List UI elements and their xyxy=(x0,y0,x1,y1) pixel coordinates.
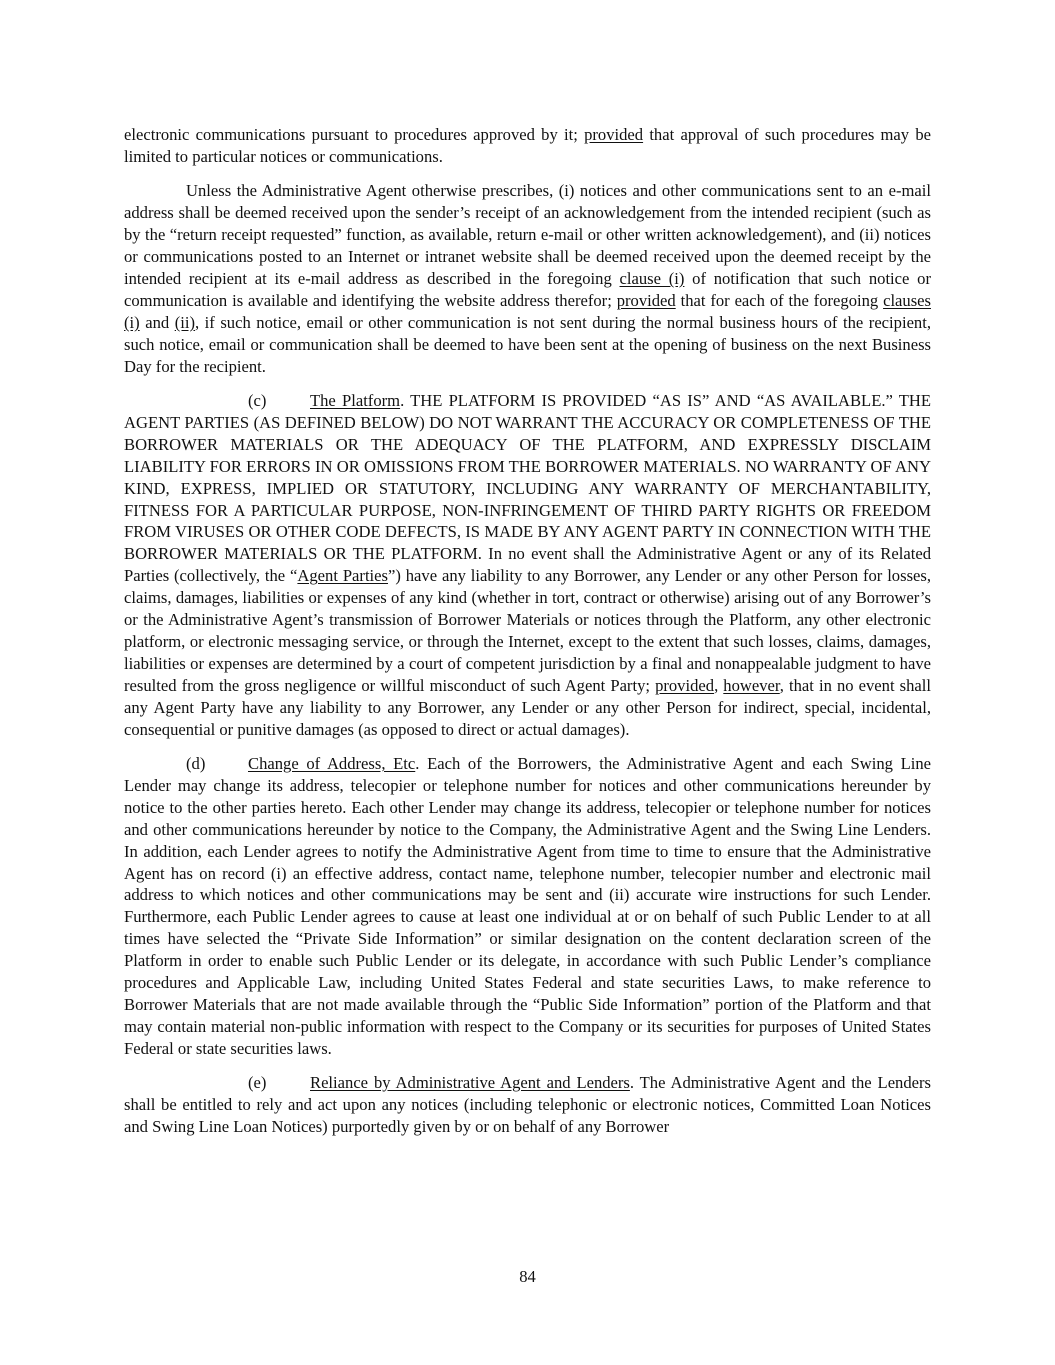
text-run: . THE PLATFORM IS PROVIDED “AS IS” AND “AS AVAILABLE.” THE AGENT PARTIES (AS DEFINED BELOW) DO NOT WARRANT THE ACCURACY OR COMPLETENESS OF THE BORROWER MATERIALS OR THE ADEQUACY OF THE PLATFORM, AND EXPRESSLY DISCLAIM LIABILITY FOR ERRORS IN OR OMISSIONS FROM THE BORROWER MATERIALS. NO WARRANTY OF ANY KIND, EXPRESS, IMPLIED OR STATUTORY, INCLUDING ANY WARRANTY OF MERCHANTABILITY, FITNESS FOR A PARTICULAR PURPOSE, NON-INFRINGEMENT OF THIRD PARTY RIGHTS OR FREEDOM FROM VIRUSES OR OTHER CODE DEFECTS, IS MADE BY ANY AGENT PARTY IN CONNECTION WITH THE BORROWER MATERIALS OR THE PLATFORM. In no event shall the Administrative Agent or any of its Related Parties (collectively, the “ xyxy=(124,390,931,586)
section-heading: Change of Address, Etc xyxy=(248,753,416,773)
text-run: ”) have any liability to any Borrower, any Lender or any other Person for losses, claims, damages, liabilities or expenses of any kind (whether in tort, contract or otherwise) arising out of any Borrower’s or the Administrative Agent’s transmission of Borrower Materials or notices through the Platform, any other electronic platform, or electronic messaging service, or through the Internet, except to the extent that such losses, claims, damages, liabilities or expenses are determined by a court of competent jurisdiction by a final and nonappealable judgment to have resulted from the gross negligence or willful misconduct of such Agent Party; xyxy=(124,566,931,695)
underlined-term: provided xyxy=(655,675,715,695)
text-run: , if such notice, email or other communication is not sent during the normal business hours of the recipient, such notice, email or communication shall be deemed to have been sent at the opening of business on the next Business Day for the recipient. xyxy=(124,312,931,376)
text-run: Unless the Administrative Agent otherwise prescribes, (i) notices and other communications sent to an e-mail address shall be deemed received upon the sender’s receipt of an acknowledgement from the intended recipient (such as by the “return receipt requested” function, as available, return e-mail or other written acknowledgement), and (ii) notices or communications posted to an Internet or intranet website shall be deemed received upon the deemed receipt by the intended recipient at its e-mail address as described in the foregoing xyxy=(124,181,931,288)
paragraph-notice-receipt xyxy=(124,180,931,377)
underlined-term: however xyxy=(723,675,780,695)
text-run: that for each of the foregoing xyxy=(675,290,884,310)
section-label: (d) xyxy=(186,753,206,773)
page-number: 84 xyxy=(519,1267,536,1286)
document-body xyxy=(124,124,931,1150)
text-run: and xyxy=(139,312,175,332)
underlined-term: Agent Parties xyxy=(297,566,388,586)
section-heading: The Platform xyxy=(310,390,401,410)
text-run: that approval of such procedures may be limited to particular notices or communications. xyxy=(124,125,931,166)
text-run: of notification that such notice or communication is available and identifying the website address therefor; xyxy=(124,268,931,310)
underlined-term: provided xyxy=(584,125,644,144)
underlined-term: provided xyxy=(616,290,676,310)
underlined-term: (ii) xyxy=(174,312,195,332)
section-d-change-of-address xyxy=(124,753,931,1060)
underlined-term: clause (i) xyxy=(619,268,685,288)
section-c-the-platform xyxy=(124,390,931,741)
text-run: . Each of the Borrowers, the Administrative Agent and each Swing Line Lender may change its address, telecopier or telephone number for notices and other communications hereunder by notice to the other parties hereto. Each other Lender may change its address, telecopier or telephone number for notices and other communications hereunder by notice to the Company, the Administrative Agent and the Swing Line Lenders. In addition, each Lender agrees to notify the Administrative Agent from time to time to ensure that the Administrative Agent has on record (i) an effective address, contact name, telephone number, telecopier number and electronic mail address to which notices and other communications may be sent and (ii) accurate wire instructions for such Lender. Furthermore, each Public Lender agrees to cause at least one individual at or on behalf of such Public Lender to at all times have selected the “Private Side Information” or similar designation on the content declaration screen of the Platform in order to enable such Public Lender or its delegate, in accordance with such Public Lender’s compliance procedures and Applicable Law, including United States Federal and state securities Laws, to make reference to Borrower Materials that are not made available through the “Public Side Information” portion of the Platform and that may contain material non-public information with respect to the Company or its securities for purposes of United States Federal or state securities laws. xyxy=(124,753,931,1058)
section-e-reliance xyxy=(124,1072,931,1138)
underlined-term: clauses (i) xyxy=(124,290,931,332)
paragraph-continuation xyxy=(124,124,931,168)
text-run: , xyxy=(714,675,724,695)
text-run: electronic communications pursuant to procedures approved by it; xyxy=(124,125,585,144)
section-label: (e) xyxy=(248,1073,267,1093)
section-label: (c) xyxy=(248,390,267,410)
text-run: , that in no event shall any Agent Party have any liability to any Borrower, any Lender or any other Person for indirect, special, incidental, consequential or punitive damages (as opposed to direct or actual damages). xyxy=(124,675,931,739)
text-run: . The Administrative Agent and the Lenders shall be entitled to rely and act upon any notices (including telephonic or electronic notices, Committed Loan Notices and Swing Line Loan Notices) purportedly given by or on behalf of any Borrower xyxy=(124,1073,931,1136)
section-heading: Reliance by Administrative Agent and Lenders xyxy=(310,1073,630,1093)
